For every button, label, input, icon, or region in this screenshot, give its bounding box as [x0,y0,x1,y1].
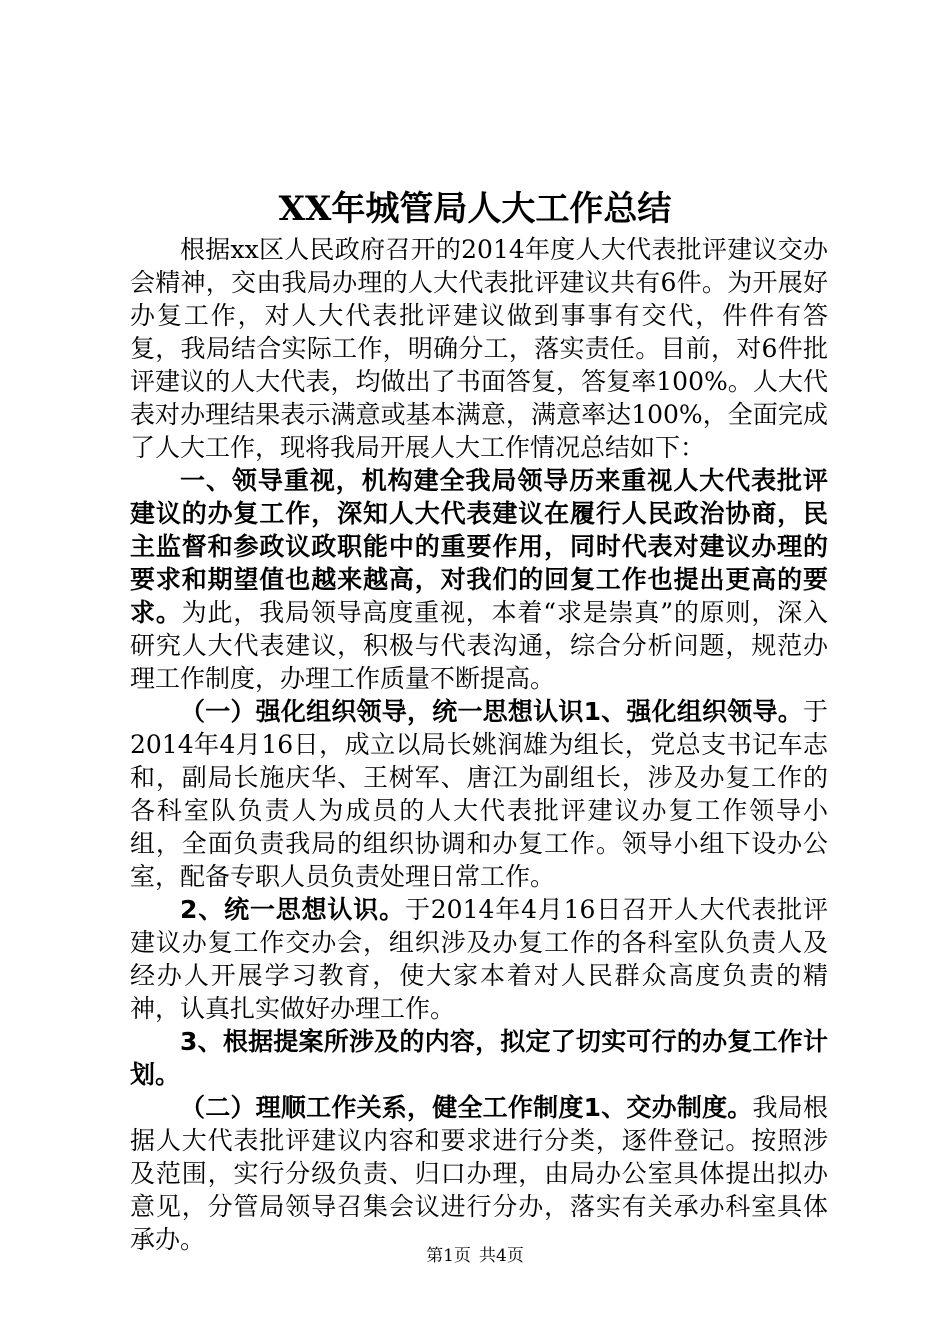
subsection-1-heading: （一）强化组织领导，统一思想认识1、强化组织领导。 [180,697,803,726]
paragraph-item-3 [130,1025,828,1091]
paragraph-section-1 [130,464,828,695]
paragraph-item-2 [130,893,828,1025]
paragraph-subsection-1 [130,695,828,893]
subsection-2-heading: （二）理顺工作关系，健全工作制度1、交办制度。 [180,1093,753,1122]
page-total: 共4页 [479,1246,524,1266]
item-3-heading: 3、根据提案所涉及的内容，拟定了切实可行的办复工作计划。 [130,1027,828,1089]
document-body [130,233,828,1256]
section-1-text: 为此，我局领导高度重视，本着“求是崇真”的原则，深入研究人大代表建议，积极与代表沟通，综合分析问题，规范办理工作制度，办理工作质量不断提高。 [130,598,828,693]
item-2-heading: 2、统一思想认识。 [180,895,405,924]
subsection-1-text: 于2014年4月16日，成立以局长姚润雄为组长，党总支书记车志和，副局长施庆华、王树军、唐江为副组长，涉及办复工作的各科室队负责人为成员的人大代表批评建议办复工作领导小组，全面负责我局的组织协调和办复工作。领导小组下设办公室，配备专职人员负责处理日常工作。 [130,697,828,891]
section-1-heading: 一、领导重视，机构建全我局领导历来重视人大代表批评建议的办复工作，深知人大代表建议在履行人民政治协商，民主监督和参政议政职能中的重要作用，同时代表对建议办理的要求和期望值也越来越高，对我们的回复工作也提出更高的要求。 [130,466,828,627]
page-number: 第1页 [426,1246,471,1266]
paragraph-subsection-2 [130,1091,828,1256]
subsection-2-text: 我局根据人大代表批评建议内容和要求进行分类，逐件登记。按照涉及范围，实行分级负责、归口办理，由局办公室具体提出拟办意见，分管局领导召集会议进行分办，落实有关承办科室具体承办。 [130,1093,828,1254]
document-title: XX年城管局人大工作总结 [278,189,672,229]
page-footer [0,1244,950,1268]
item-2-text: 于2014年4月16日召开人大代表批评建议办复工作交办会，组织涉及办复工作的各科室队负责人及经办人开展学习教育，使大家本着对人民群众高度负责的精神，认真扎实做好办理工作。 [130,895,828,1023]
paragraph-intro: 根据xx区人民政府召开的2014年度人大代表批评建议交办会精神，交由我局办理的人大代表批评建议共有6件。为开展好办复工作，对人大代表批评建议做到事事有交代，件件有答复，我局结合实际工作，明确分工，落实责任。目前，对6件批评建议的人大代表，均做出了书面答复，答复率100%。人大代表对办理结果表示满意或基本满意，满意率达100%，全面完成了人大工作，现将我局开展人大工作情况总结如下： [130,235,828,462]
